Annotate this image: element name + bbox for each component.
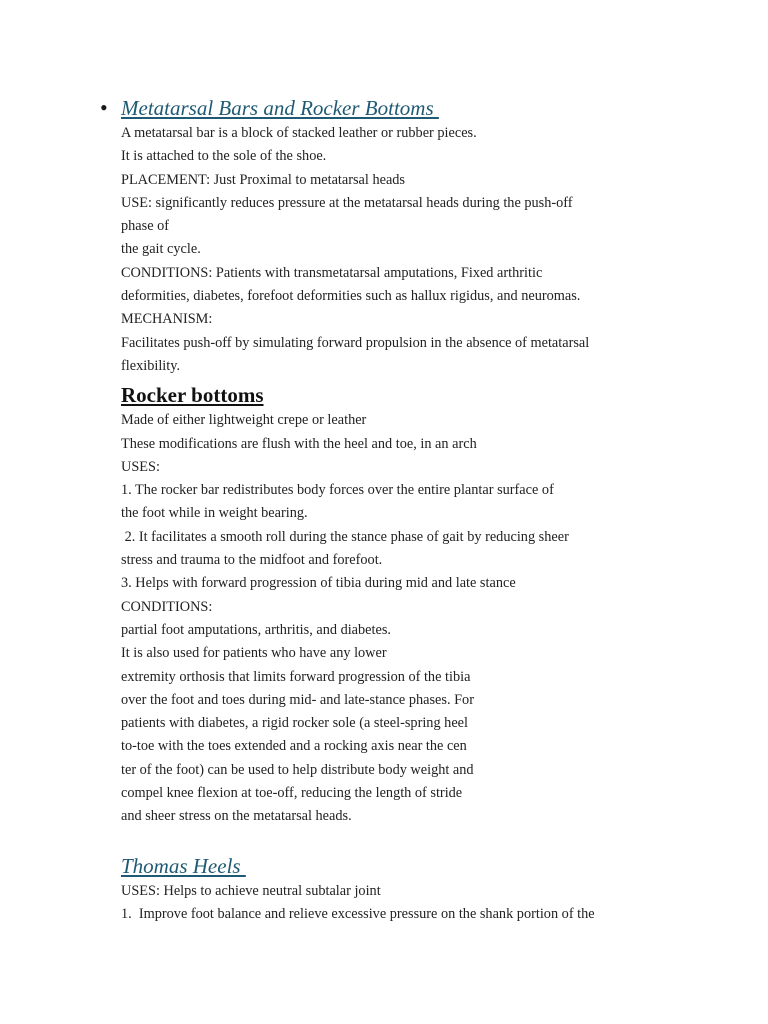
text-line: 3. Helps with forward progression of tibia during mid and late stance xyxy=(121,575,516,592)
text-line: CONDITIONS: Patients with transmetatarsal amputations, Fixed arthritic xyxy=(121,264,543,281)
section-metatarsal-bars xyxy=(121,122,751,378)
text-line: USES: xyxy=(121,458,160,475)
text-line: phase of xyxy=(121,218,170,235)
document-content xyxy=(121,94,751,926)
text-line: It is attached to the sole of the shoe. xyxy=(121,148,327,165)
text-line: 2. It facilitates a smooth roll during the stance phase of gait by reducing sheer xyxy=(121,528,569,545)
text-line: ter of the foot) can be used to help distribute body weight and xyxy=(121,761,474,778)
heading-thomas-heels-link[interactable]: Thomas Heels xyxy=(121,853,246,878)
text-line: compel knee flexion at toe-off, reducing the length of stride xyxy=(121,785,463,802)
text-line: MECHANISM: xyxy=(121,311,213,328)
text-line: 1. The rocker bar redistributes body forces over the entire plantar surface of xyxy=(121,482,554,499)
heading-metatarsal-bars-link[interactable]: Metatarsal Bars and Rocker Bottoms xyxy=(121,96,439,120)
text-line: over the foot and toes during mid- and late-stance phases. For xyxy=(121,691,474,708)
text-line: USE: significantly reduces pressure at the metatarsal heads during the push-off xyxy=(121,194,573,211)
text-line: to-toe with the toes extended and a rocking axis near the cen xyxy=(121,738,467,755)
text-line: Made of either lightweight crepe or leather xyxy=(121,412,367,429)
section-thomas-heels xyxy=(121,880,751,927)
text-line: A metatarsal bar is a block of stacked leather or rubber pieces. xyxy=(121,125,477,141)
text-line: patients with diabetes, a rigid rocker sole (a steel-spring heel xyxy=(121,715,468,732)
bullet-icon: • xyxy=(100,95,108,120)
text-line: It is also used for patients who have any lower xyxy=(121,645,387,662)
text-line: stress and trauma to the midfoot and forefoot. xyxy=(121,552,383,569)
text-line: partial foot amputations, arthritis, and diabetes. xyxy=(121,621,391,638)
text-line: flexibility. xyxy=(121,357,181,374)
text-line: 1. Improve foot balance and relieve excessive pressure on the shank portion of the xyxy=(121,905,595,922)
section-rocker-bottoms xyxy=(121,409,751,828)
text-line: USES: Helps to achieve neutral subtalar joint xyxy=(121,882,381,899)
heading-rocker-bottoms: Rocker bottoms xyxy=(121,383,264,408)
text-line: CONDITIONS: xyxy=(121,598,213,615)
text-line: These modifications are flush with the heel and toe, in an arch xyxy=(121,435,477,452)
text-line: extremity orthosis that limits forward progression of the tibia xyxy=(121,668,471,685)
text-line: the gait cycle. xyxy=(121,241,201,258)
text-line: Facilitates push-off by simulating forward propulsion in the absence of metatarsal xyxy=(121,334,590,351)
text-line: the foot while in weight bearing. xyxy=(121,505,308,522)
text-line: deformities, diabetes, forefoot deformities such as hallux rigidus, and neuromas. xyxy=(121,288,581,305)
text-line: PLACEMENT: Just Proximal to metatarsal heads xyxy=(121,171,405,188)
text-line: and sheer stress on the metatarsal heads. xyxy=(121,808,352,825)
